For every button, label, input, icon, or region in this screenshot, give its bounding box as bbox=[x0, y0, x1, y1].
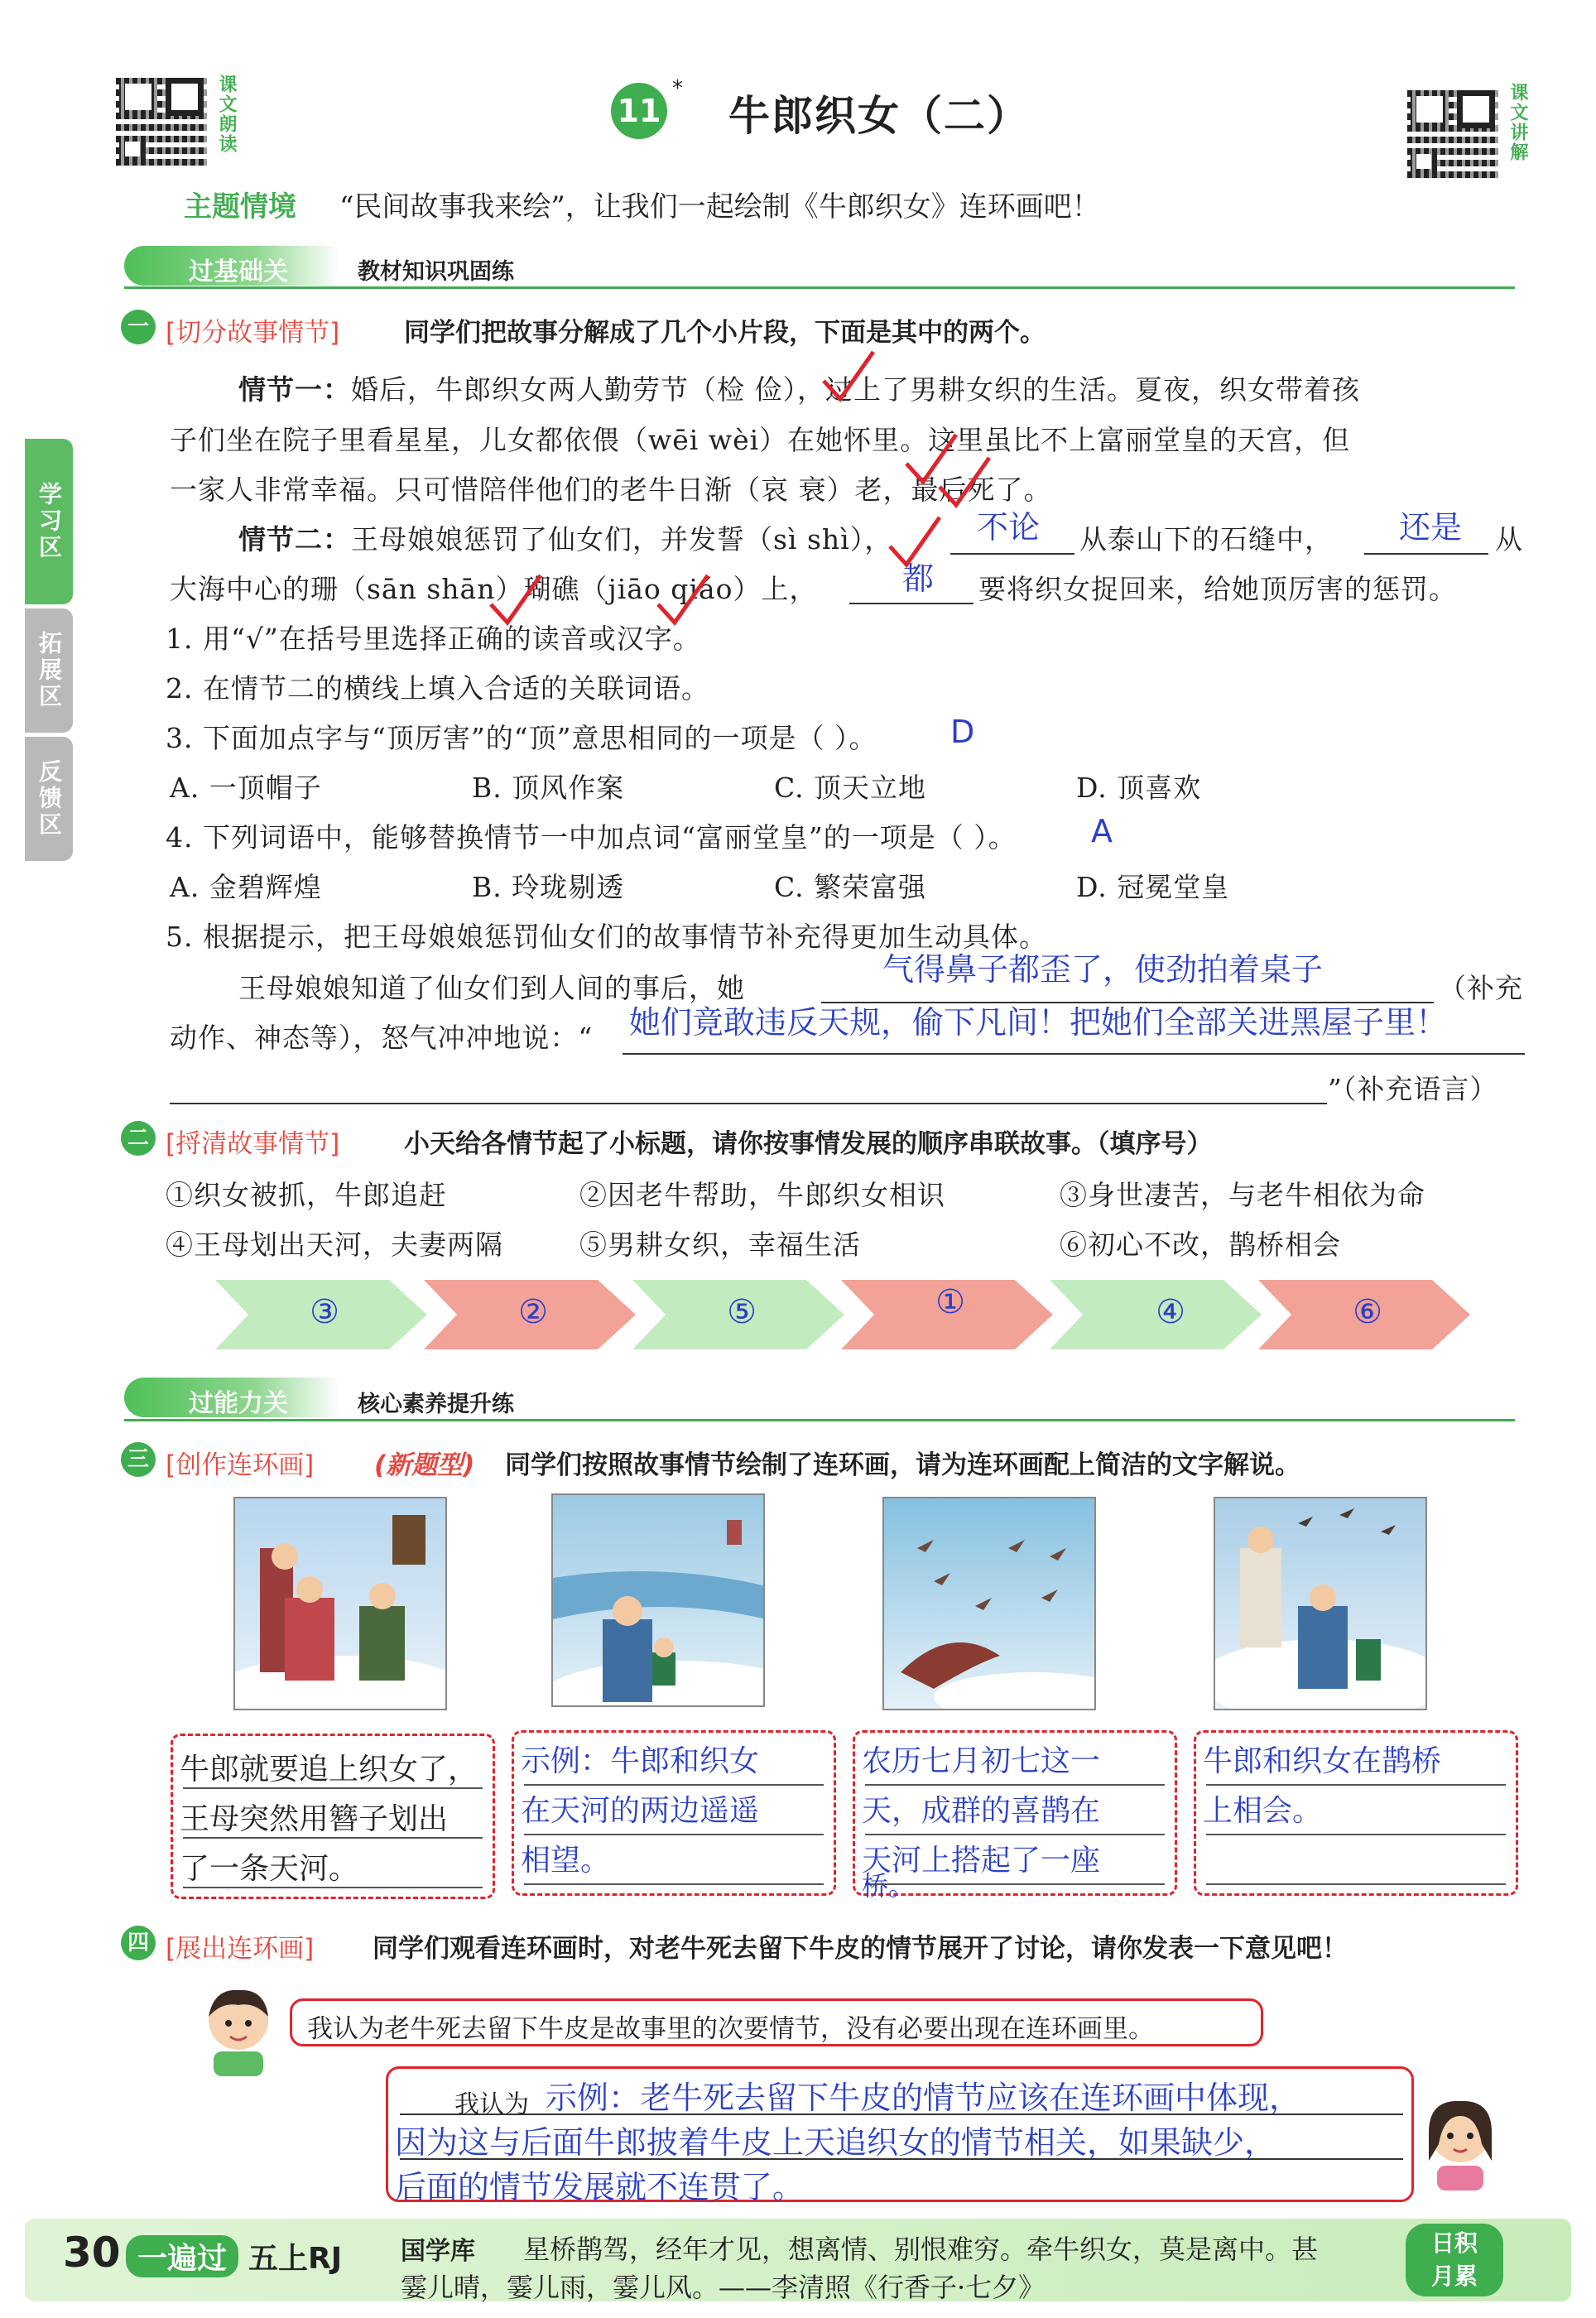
lesson-star: * bbox=[672, 76, 683, 101]
qr-left-label: 课文朗读 bbox=[216, 75, 237, 154]
caption-1-line-3: 了一条天河。 bbox=[180, 1852, 359, 1886]
comic-panel-1 bbox=[233, 1497, 447, 1710]
q2-prompt: 小天给各情节起了小标题，请你按事情发展的顺序串联故事。（填序号） bbox=[404, 1129, 1213, 1159]
q1-badge: 一 bbox=[121, 310, 156, 344]
q1-sub3-option-b: B. 顶风作案 bbox=[472, 772, 625, 804]
section-basic-title: 过基础关 bbox=[189, 257, 288, 286]
q2-item-6: ⑥初心不改，鹊桥相会 bbox=[1060, 1229, 1341, 1261]
footer-library-label: 国学库 bbox=[401, 2237, 475, 2266]
q4-badge: 四 bbox=[121, 1926, 156, 1960]
q2-item-3: ③身世凄苦，与老牛相依为命 bbox=[1060, 1179, 1425, 1211]
girl-avatar bbox=[1419, 2094, 1502, 2194]
q3-new-tag: (新题型) bbox=[374, 1450, 475, 1480]
footer-brand: 一遍过 bbox=[126, 2235, 238, 2277]
q1-prompt: 同学们把故事分解成了几个小片段，下面是其中的两个。 bbox=[404, 318, 1046, 348]
q1-blank1-answer: 不论 bbox=[977, 509, 1041, 546]
footer-grade: 五上RJ bbox=[248, 2242, 343, 2276]
comic-panel-2 bbox=[551, 1493, 765, 1707]
q3-prompt: 同学们按照故事情节绘制了连环画，请为连环画配上简洁的文字解说。 bbox=[505, 1450, 1300, 1480]
caption-3-line-2: 天，成群的喜鹊在 bbox=[862, 1794, 1101, 1828]
q1-sub5-answer2: 她们竟敢违反天规，偷下凡间！把她们全部关进黑屋子里！ bbox=[629, 1004, 1448, 1041]
caption-1-line-2: 王母突然用簪子划出 bbox=[180, 1802, 449, 1836]
comic-panel-3-art bbox=[884, 1498, 1096, 1710]
section-basic-rule bbox=[124, 286, 1515, 289]
girl-answer-bubble[interactable] bbox=[386, 2066, 1414, 2205]
q2-seq-5: ④ bbox=[1156, 1293, 1185, 1331]
q1-sub5-line3b: ”（补充语言） bbox=[1328, 1073, 1498, 1105]
q1-sub5-blank2[interactable] bbox=[623, 1053, 1525, 1055]
caption-4-rule-2 bbox=[1206, 1834, 1506, 1835]
qr-code-reading[interactable] bbox=[116, 75, 207, 166]
footer-poem-line-1: 星桥鹊驾，经年才见，想离情、别恨难穷。牵牛织女，莫是离中。甚 bbox=[523, 2234, 1319, 2265]
footer-badge-line-2: 月累 bbox=[1430, 2263, 1478, 2290]
check-mark-4 bbox=[886, 513, 944, 571]
side-tab-extend[interactable]: 拓展区 bbox=[25, 608, 73, 733]
caption-2-line-2: 在天河的两边遥遥 bbox=[521, 1794, 760, 1828]
lesson-number-badge: 11 bbox=[611, 83, 667, 139]
footer-page-number: 30 bbox=[63, 2229, 121, 2277]
caption-2-rule-1 bbox=[524, 1784, 824, 1786]
footer-badge-line-1: 日积 bbox=[1430, 2229, 1478, 2257]
q1-plot2-text1c: 从 bbox=[1495, 523, 1523, 555]
caption-box-4[interactable] bbox=[1194, 1730, 1518, 1896]
q1-blank2-answer: 还是 bbox=[1399, 509, 1463, 546]
theme-text: “民间故事我来绘”，让我们一起绘制《牛郎织女》连环画吧！ bbox=[339, 190, 1100, 224]
q1-plot1-line1 bbox=[238, 368, 1360, 407]
q1-sub2: 2. 在情节二的横线上填入合适的关联词语。 bbox=[166, 672, 709, 705]
girl-answer-line-3: 后面的情节发展就不连贯了。 bbox=[395, 2169, 805, 2205]
q1-sub4-option-b: B. 玲珑剔透 bbox=[472, 871, 625, 903]
caption-4-line-1: 牛郎和织女在鹊桥 bbox=[1203, 1744, 1442, 1778]
q1-sub3-answer: D bbox=[950, 714, 975, 750]
q4-prompt: 同学们观看连环画时，对老牛死去留下牛皮的情节展开了讨论，请你发表一下意见吧！ bbox=[373, 1934, 1348, 1964]
q3-tag: [创作连环画] bbox=[166, 1450, 315, 1480]
caption-box-1[interactable] bbox=[171, 1734, 495, 1899]
q1-sub5-answer1: 气得鼻子都歪了，使劲拍着桌子 bbox=[882, 951, 1324, 988]
qr-code-explain[interactable] bbox=[1407, 87, 1498, 178]
caption-box-3[interactable] bbox=[853, 1730, 1177, 1902]
q1-sub3-option-a: A. 一顶帽子 bbox=[170, 772, 322, 804]
caption-1-rule-1 bbox=[183, 1787, 483, 1789]
q1-sub5-line1b: （补充 bbox=[1439, 972, 1523, 1004]
caption-3-line-3: 天河上搭起了一座 bbox=[862, 1844, 1101, 1878]
theme-label: 主题情境 bbox=[184, 190, 296, 224]
q1-plot2-line2b: 要将织女捉回来，给她顶厉害的惩罚。 bbox=[978, 573, 1457, 605]
caption-3-rule-2 bbox=[865, 1834, 1165, 1835]
girl-answer-rule-1 bbox=[400, 2114, 1403, 2115]
girl-answer-rule-2 bbox=[400, 2158, 1403, 2160]
q1-sub4-option-a: A. 金碧辉煌 bbox=[170, 871, 322, 903]
section-ability-rule bbox=[124, 1419, 1515, 1421]
section-basic-subtitle: 教材知识巩固练 bbox=[358, 259, 514, 285]
q1-plot1-line2: 子们坐在院子里看星星，儿女都依偎（wēi wèi）在她怀里。这里虽比不上富丽堂皇的天宫，但 bbox=[170, 424, 1351, 456]
girl-answer-line-1: 示例：老牛死去留下牛皮的情节应该在连环画中体现， bbox=[546, 2080, 1301, 2116]
footer-poem-line-2: 霎儿晴，霎儿雨，霎儿风。——李清照《行香子·七夕》 bbox=[401, 2272, 1046, 2303]
boy-speech-bubble bbox=[290, 1998, 1263, 2046]
comic-panel-4 bbox=[1214, 1497, 1427, 1710]
caption-1-rule-3 bbox=[183, 1887, 483, 1888]
comic-panel-2-art bbox=[553, 1495, 765, 1707]
caption-4-rule-3 bbox=[1206, 1883, 1506, 1885]
q1-blank2-line[interactable] bbox=[1364, 553, 1488, 555]
q2-seq-6: ⑥ bbox=[1353, 1293, 1382, 1331]
check-mark-3 bbox=[935, 454, 993, 512]
girl-answer-line-2: 因为这与后面牛郎披着牛皮上天追织女的情节相关，如果缺少， bbox=[395, 2124, 1276, 2161]
comic-panel-3 bbox=[882, 1497, 1096, 1710]
comic-panel-1-art bbox=[235, 1498, 447, 1710]
q2-badge: 二 bbox=[121, 1121, 156, 1156]
q1-blank3-answer: 都 bbox=[902, 560, 935, 597]
caption-2-rule-3 bbox=[524, 1883, 824, 1885]
side-tab-study[interactable]: 学习区 bbox=[25, 439, 73, 604]
q1-sub3-option-c: C. 顶天立地 bbox=[774, 772, 927, 804]
caption-3-line-4: 桥。 bbox=[862, 1870, 916, 1902]
side-tab-feedback[interactable]: 反馈区 bbox=[25, 737, 73, 861]
q1-sub5-blank3[interactable] bbox=[170, 1103, 1327, 1104]
q1-sub5: 5. 根据提示，把王母娘娘惩罚仙女们的故事情节补充得更加生动具体。 bbox=[166, 921, 1047, 953]
q1-plot2-label: 情节二： bbox=[238, 523, 351, 555]
q2-seq-3: ⑤ bbox=[727, 1293, 757, 1331]
q1-blank1-line[interactable] bbox=[950, 553, 1074, 555]
q1-sub5-line1a: 王母娘娘知道了仙女们到人间的事后，她 bbox=[238, 972, 745, 1004]
caption-3-line-1: 农历七月初七这一 bbox=[862, 1744, 1101, 1778]
page-title: 牛郎织女（二） bbox=[728, 92, 1030, 140]
caption-2-rule-2 bbox=[524, 1834, 824, 1835]
q1-tag: [切分故事情节] bbox=[166, 318, 340, 348]
section-ability-subtitle: 核心素养提升练 bbox=[358, 1392, 514, 1417]
boy-speech-text: 我认为老牛死去留下牛皮是故事里的次要情节，没有必要出现在连环画里。 bbox=[307, 2014, 1154, 2044]
q2-tag: [捋清故事情节] bbox=[166, 1129, 340, 1159]
q2-seq-1: ③ bbox=[310, 1293, 339, 1331]
girl-answer-prefix: 我认为 bbox=[454, 2090, 529, 2119]
q4-tag: [展出连环画] bbox=[166, 1934, 315, 1964]
comic-panel-4-art bbox=[1215, 1498, 1427, 1710]
q1-sub4-option-d: D. 冠冕堂皇 bbox=[1076, 871, 1230, 903]
q1-plot2-line1 bbox=[238, 518, 892, 557]
q2-item-2: ②因老牛帮助，牛郎织女相识 bbox=[579, 1179, 945, 1211]
q1-sub4-answer: A bbox=[1091, 813, 1113, 849]
q1-sub1: 1. 用“√”在括号里选择正确的读音或汉字。 bbox=[166, 623, 701, 655]
q2-item-4: ④王母划出天河，夫妻两隔 bbox=[166, 1229, 503, 1261]
q2-sequence-arrows bbox=[215, 1275, 1490, 1354]
q1-sub4: 4. 下列词语中，能够替换情节一中加点词“富丽堂皇”的一项是（ ）。 bbox=[166, 821, 1017, 854]
q2-seq-4: ① bbox=[935, 1283, 965, 1321]
caption-3-rule-1 bbox=[865, 1784, 1165, 1786]
q1-plot1-text1: 婚后，牛郎织女两人勤劳节（检 俭），过上了男耕女织的生活。夏夜，织女带着孩 bbox=[351, 373, 1360, 406]
q1-sub3: 3. 下面加点字与“顶厉害”的“顶”意思相同的一项是（ ）。 bbox=[166, 722, 877, 754]
q1-plot2-line2a: 大海中心的珊（sān shān）瑚礁（jiāo qiáo）上， bbox=[170, 573, 818, 605]
caption-1-rule-2 bbox=[183, 1837, 483, 1839]
q2-item-5: ⑤男耕女织，幸福生活 bbox=[579, 1229, 861, 1261]
caption-4-rule-1 bbox=[1206, 1784, 1506, 1786]
q3-badge: 三 bbox=[121, 1442, 156, 1477]
check-mark-1 bbox=[820, 348, 877, 406]
q1-plot1-line3: 一家人非常幸福。只可惜陪伴他们的老牛日渐（哀 衰）老，最后死了。 bbox=[170, 474, 1052, 506]
q1-blank3-line[interactable] bbox=[849, 603, 973, 604]
footer-badge bbox=[1406, 2224, 1503, 2296]
q1-sub5-line2a: 动作、神态等），怒气冲冲地说：“ bbox=[170, 1022, 594, 1054]
q1-sub3-option-d: D. 顶喜欢 bbox=[1076, 772, 1202, 804]
caption-4-line-2: 上相会。 bbox=[1203, 1794, 1323, 1828]
q2-seq-2: ② bbox=[518, 1293, 548, 1331]
q2-item-1: ①织女被抓，牛郎追赶 bbox=[166, 1179, 447, 1211]
q1-plot2-text1a: 王母娘娘惩罚了仙女们，并发誓（sì shì）， bbox=[351, 523, 893, 555]
boy-avatar bbox=[197, 1985, 280, 2076]
q1-plot1-label: 情节一： bbox=[238, 373, 351, 406]
qr-right-label: 课文讲解 bbox=[1507, 83, 1528, 162]
q1-sub4-option-c: C. 繁荣富强 bbox=[774, 871, 927, 903]
caption-2-line-3: 相望。 bbox=[521, 1844, 611, 1878]
caption-2-line-1: 示例：牛郎和织女 bbox=[521, 1744, 760, 1778]
caption-box-2[interactable] bbox=[512, 1730, 836, 1896]
section-ability-title: 过能力关 bbox=[189, 1389, 288, 1418]
q1-plot2-text1b: 从泰山下的石缝中， bbox=[1079, 523, 1333, 555]
caption-1-line-1: 牛郎就要追上织女了， bbox=[180, 1753, 478, 1787]
